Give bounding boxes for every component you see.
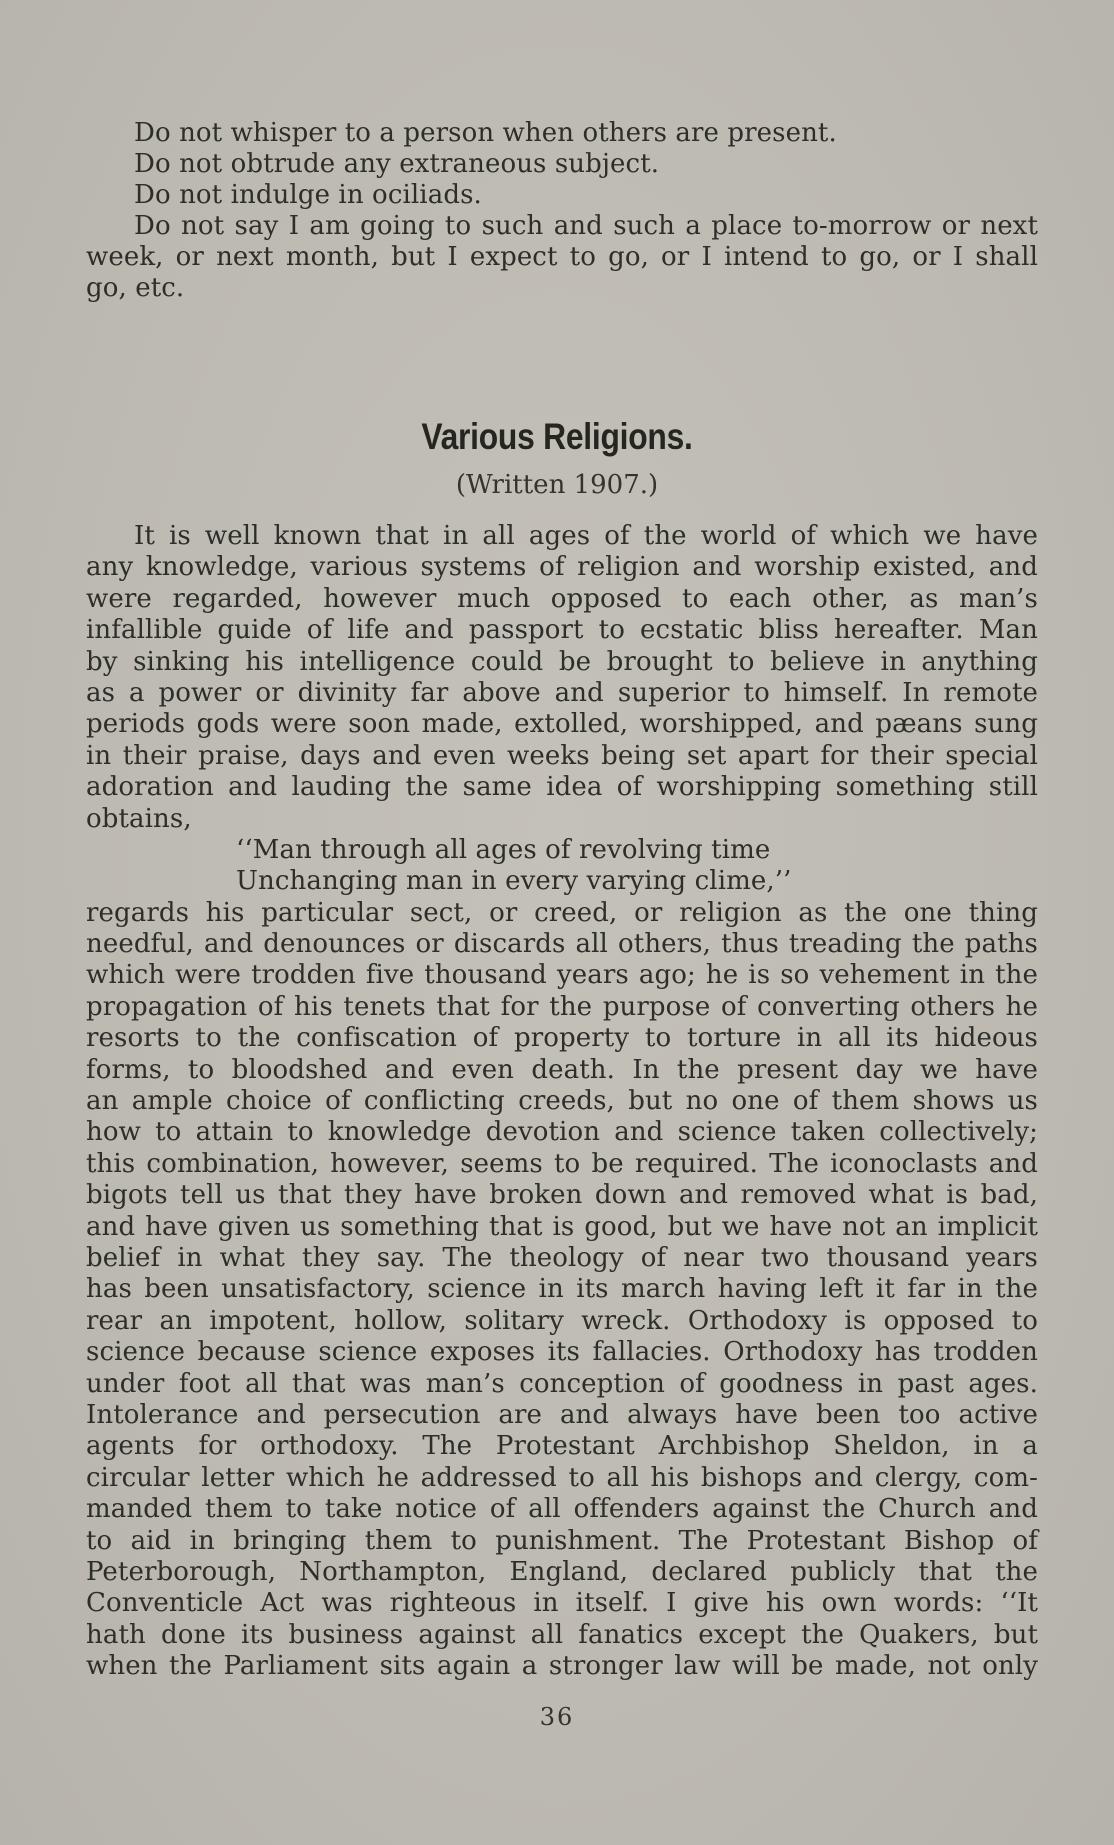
- essay-line: resorts to the confiscation of property to torture in all its hideous: [86, 1023, 1038, 1054]
- essay-line: belief in what they say. The theology of near two thousand years: [86, 1242, 1038, 1273]
- essay-line: this combination, however, seems to be required. The iconoclasts and: [86, 1148, 1038, 1179]
- essay-line: under foot all that was man’s conception of goodness in past ages.: [86, 1368, 1038, 1399]
- rule-line: Do not indulge in ociliads.: [134, 180, 482, 210]
- essay-line: in their praise, days and even weeks being set apart for their special: [86, 740, 1038, 771]
- essay-body: [86, 521, 1038, 1682]
- section-date: (Written 1907.): [455, 470, 659, 500]
- essay-line: an ample choice of conflicting creeds, but no one of them shows us: [86, 1086, 1038, 1117]
- rule-line: go, etc.: [86, 273, 185, 303]
- verse-line: ‘‘Man through all ages of revolving time: [236, 834, 771, 865]
- essay-line: needful, and denounces or discards all others, thus treading the paths: [86, 929, 1038, 960]
- essay-line: regards his particular sect, or creed, or religion as the one thing: [86, 897, 1038, 928]
- essay-line: periods gods were soon made, extolled, worshipped, and pæans sung: [86, 709, 1038, 740]
- page-number: 36: [539, 1703, 575, 1731]
- essay-line: forms, to bloodshed and even death. In the present day we have: [86, 1054, 1038, 1085]
- essay-line: It is well known that in all ages of the world of which we have: [134, 521, 1038, 551]
- essay-line: propagation of his tenets that for the purpose of converting others he: [86, 991, 1038, 1022]
- essay-line: which were trodden five thousand years ago; he is so vehement in the: [86, 960, 1038, 991]
- etiquette-rules: [86, 118, 1038, 304]
- essay-line: adoration and lauding the same idea of worshipping something still: [86, 772, 1038, 803]
- essay-line: hath done its business against all fanatics except the Quakers, but: [86, 1619, 1038, 1650]
- rule-line: Do not whisper to a person when others are present.: [134, 118, 837, 148]
- essay-line: to aid in bringing them to punishment. The Protestant Bishop of: [86, 1525, 1038, 1556]
- essay-line: Intolerance and persecution are and always have been too active: [86, 1399, 1038, 1430]
- essay-line: were regarded, however much opposed to each other, as man’s: [86, 583, 1038, 614]
- essay-line: Peterborough, Northampton, England, declared publicly that the: [86, 1556, 1038, 1587]
- essay-line: when the Parliament sits again a stronger law will be made, not only: [86, 1651, 1038, 1682]
- essay-line: by sinking his intelligence could be brought to believe in anything: [86, 646, 1038, 677]
- essay-line: any knowledge, various systems of religion and worship existed, and: [86, 552, 1038, 583]
- essay-line: science because science exposes its fallacies. Orthodoxy has trodden: [86, 1337, 1038, 1368]
- essay-line: and have given us something that is good, but we have not an implicit: [86, 1211, 1038, 1242]
- essay-line: infallible guide of life and passport to ecstatic bliss hereafter. Man: [86, 615, 1038, 646]
- essay-line: as a power or divinity far above and superior to himself. In remote: [86, 677, 1038, 708]
- rule-line: Do not obtrude any extraneous subject.: [134, 149, 660, 179]
- section-title: Various Religions.: [421, 416, 693, 457]
- rule-line: week, or next month, but I expect to go, or I intend to go, or I shall: [86, 242, 1038, 272]
- essay-line: bigots tell us that they have broken down and removed what is bad,: [86, 1180, 1038, 1211]
- essay-line: manded them to take notice of all offenders against the Church and: [86, 1494, 1038, 1525]
- essay-line: Conventicle Act was righteous in itself. I give his own words: ‘‘It: [86, 1588, 1038, 1619]
- verse-line: Unchanging man in every varying clime,’’: [236, 866, 792, 897]
- essay-line: has been unsatisfactory, science in its march having left it far in the: [86, 1274, 1038, 1305]
- essay-line: circular letter which he addressed to all his bishops and clergy, com-: [86, 1462, 1038, 1493]
- essay-line: agents for orthodoxy. The Protestant Archbishop Sheldon, in a: [86, 1431, 1038, 1462]
- rule-line: Do not say I am going to such and such a place to-morrow or next: [134, 211, 1038, 241]
- essay-line: how to attain to knowledge devotion and science taken collectively;: [86, 1117, 1038, 1148]
- essay-line: obtains,: [86, 803, 192, 834]
- essay-line: rear an impotent, hollow, solitary wreck. Orthodoxy is opposed to: [86, 1305, 1038, 1336]
